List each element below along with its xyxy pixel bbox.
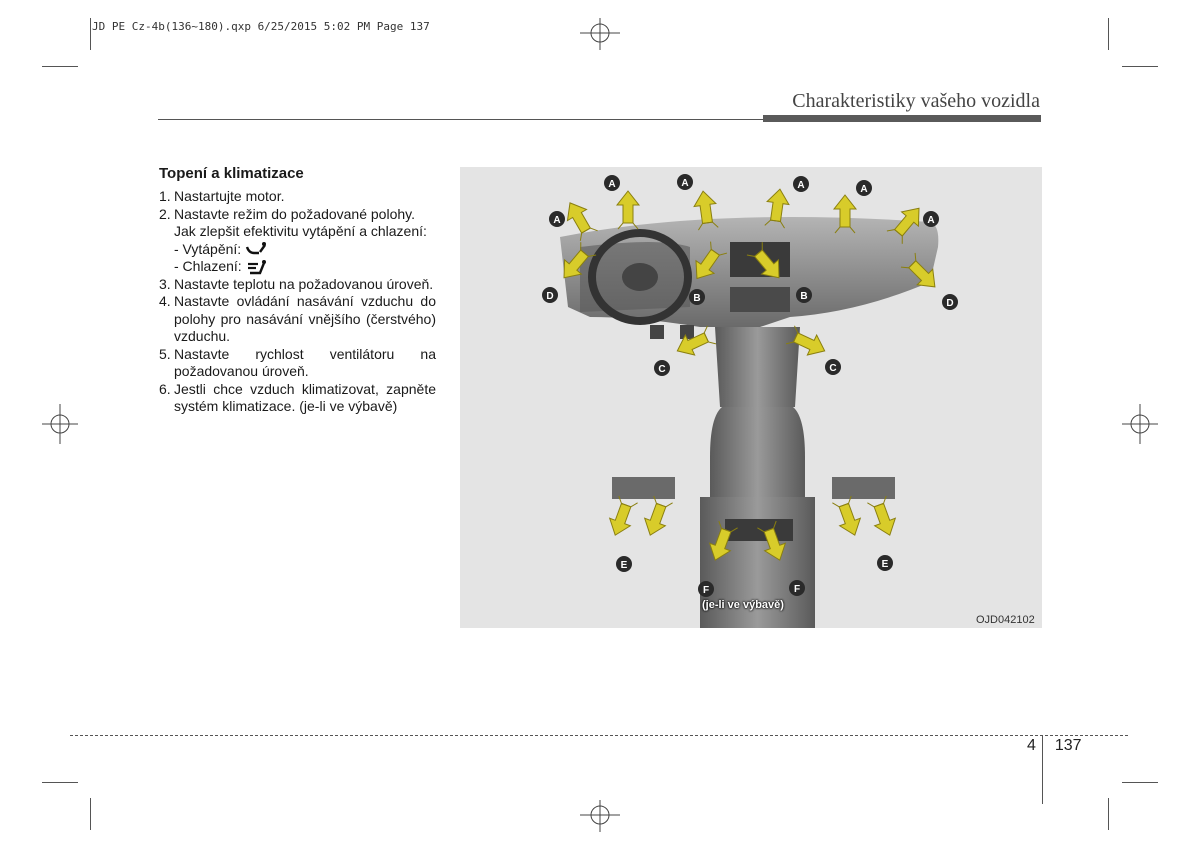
crop-mark bbox=[1108, 798, 1109, 830]
rear-vent bbox=[725, 519, 793, 541]
label-badge-f bbox=[698, 581, 714, 597]
label-badge-a bbox=[549, 211, 565, 227]
label-badge-b bbox=[796, 287, 812, 303]
label-badge-f bbox=[789, 580, 805, 596]
list-item: 2. Nastavte režim do požadované polohy. bbox=[159, 205, 415, 222]
heating-mode-item: - Vytápění: bbox=[159, 241, 436, 259]
label-badge-b bbox=[689, 289, 705, 305]
label-badge-d bbox=[942, 294, 958, 310]
floor-mode-icon bbox=[245, 241, 267, 257]
rear-floor-duct-right bbox=[832, 477, 895, 499]
svg-text:B: B bbox=[800, 291, 808, 302]
svg-text:A: A bbox=[927, 215, 935, 226]
rear-floor-duct-left bbox=[612, 477, 675, 499]
label-badge-a bbox=[856, 180, 872, 196]
chapter-number: 4 bbox=[1027, 737, 1036, 754]
label-badge-c bbox=[825, 359, 841, 375]
registration-mark-right bbox=[1122, 404, 1158, 444]
svg-text:A: A bbox=[681, 178, 689, 189]
list-item: 5. Nastavte rychlost ventilátoru na požadovanou úroveň. bbox=[159, 345, 436, 379]
footer-dashed-rule bbox=[70, 735, 1128, 736]
section-heading: Topení a klimatizace bbox=[159, 165, 304, 182]
svg-text:A: A bbox=[860, 184, 868, 195]
label-badge-a bbox=[793, 176, 809, 192]
cooling-mode-item: - Chlazení: bbox=[159, 258, 436, 276]
optional-equipment-note: (je-li ve výbavě) bbox=[702, 599, 784, 611]
svg-text:A: A bbox=[797, 180, 805, 191]
svg-text:F: F bbox=[702, 585, 710, 596]
chapter-title: Charakteristiky vašeho vozidla bbox=[792, 90, 1040, 112]
svg-text:C: C bbox=[829, 363, 837, 374]
list-item: 6. Jestli chce vzduch klimatizovat, zapněte systém klimatizace. (je-li ve výbavě) bbox=[159, 380, 436, 414]
registration-mark-bottom bbox=[580, 800, 620, 832]
cabin-drawing bbox=[460, 167, 1042, 628]
header-rule-bar bbox=[763, 115, 1041, 122]
page-number-value: 137 bbox=[1054, 737, 1082, 754]
list-item: 3. Nastavte teplotu na požadovanou úroveň. bbox=[159, 275, 434, 292]
armrest bbox=[710, 407, 805, 505]
svg-text:C: C bbox=[658, 364, 666, 375]
label-badge-e bbox=[877, 555, 893, 571]
crop-mark bbox=[42, 66, 78, 67]
face-mode-icon bbox=[246, 259, 268, 275]
svg-text:F: F bbox=[793, 584, 801, 595]
svg-text:A: A bbox=[553, 215, 561, 226]
svg-text:B: B bbox=[693, 293, 701, 304]
page-number bbox=[1027, 737, 1082, 755]
crop-mark bbox=[90, 18, 91, 50]
air-flow-illustration bbox=[460, 167, 1042, 628]
gear-console bbox=[715, 327, 800, 407]
svg-text:E: E bbox=[881, 559, 889, 570]
svg-text:A: A bbox=[608, 179, 616, 190]
crop-mark bbox=[42, 782, 78, 783]
registration-mark-left bbox=[42, 404, 78, 444]
label-badge-a bbox=[604, 175, 620, 191]
label-badge-e bbox=[616, 556, 632, 572]
list-item: 1. Nastartujte motor. bbox=[159, 188, 285, 204]
svg-text:D: D bbox=[946, 298, 954, 309]
crop-mark bbox=[90, 798, 91, 830]
label-badge-a bbox=[677, 174, 693, 190]
print-slug: JD PE Cz-4b(136~180).qxp 6/25/2015 5:02 PM Page 137 bbox=[92, 20, 430, 33]
label-badge-c bbox=[654, 360, 670, 376]
list-item: 4. Nastavte ovládání nasávání vzduchu do polohy pro nasávání vnějšího (čerstvého) vzduchu. bbox=[159, 293, 436, 344]
instruction-list bbox=[159, 188, 436, 416]
crop-mark bbox=[1122, 66, 1158, 67]
registration-mark-top bbox=[580, 18, 620, 50]
folio-divider bbox=[1042, 736, 1043, 804]
crop-mark bbox=[1122, 782, 1158, 783]
header-rule bbox=[158, 119, 770, 120]
figure-code: OJD042102 bbox=[976, 614, 1035, 626]
label-badge-a bbox=[923, 211, 939, 227]
list-item: Jak zlepšit efektivitu vytápění a chlazení: bbox=[174, 223, 427, 239]
label-badge-d bbox=[542, 287, 558, 303]
svg-text:E: E bbox=[620, 560, 628, 571]
svg-text:D: D bbox=[546, 291, 554, 302]
crop-mark bbox=[1108, 18, 1109, 50]
